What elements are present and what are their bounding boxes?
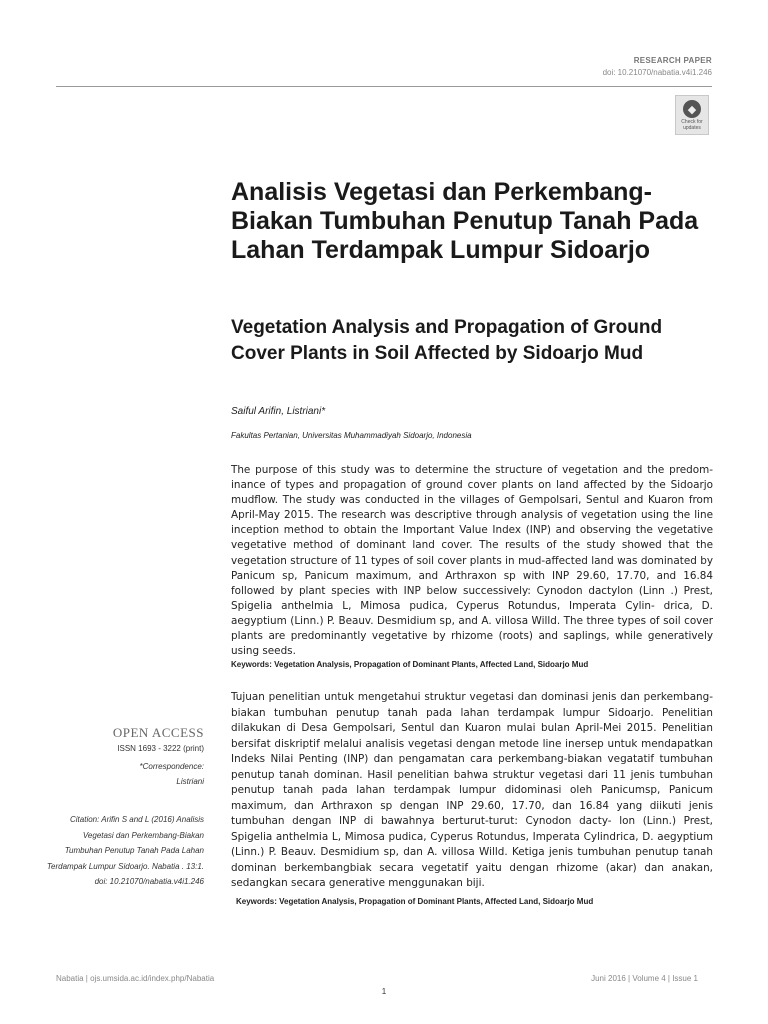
check-for-updates-badge[interactable] — [675, 95, 709, 135]
abstract-indonesian: Tujuan penelitian untuk mengetahui struktur vegetasi dan dominasi jenis dan perkembang-biakan tumbuhan penutup tanah pada lahan terdampak lumpur Sidoarjo. Penelitian dilakukan di Desa Gempolsari, Sentul dan Kuaron mulai bulan April-Mei 2015. Penelitian bersifat diskriptif melalui analisis vegetasi dengan metode line inersep untuk mendapatkan Indeks Nilai Penting (INP) dan pengamatan cara perkembang-biakan vegatatif tumbuhan penutup tanah dominan. Hasil penelitian bahwa struktur vegetasi dari 11 jenis tumbuhan penutup tanah pada lahan terdampak lumpur didominasi oleh Panicumsp, Panicum maximum, dan Arthraxon sp dengan INP 29.60, 17.70, dan 16.84 yang diikuti jenis tumbuhan dengan INP di bawahnya berturut-turut: Cynodon dacty- lon (Linn.) Prest, Spigelia anthelmia L, Mimosa pudica, Cyperus Rotundus, Imperata Cylindrica, D. aegyptium (Linn.) P. Beauv. Desmidium sp, dan A. villosa Willd. Ketiga jenis tumbuhan penutup tanah dominan berkembangbiak secara vegetatif yaitu dengan rhizome (akar) dan anakan, sedangkan secara generative menggunakan biji. — [231, 691, 713, 889]
footer-journal-link[interactable]: Nabatia | ojs.umsida.ac.id/index.php/Nabatia — [56, 974, 215, 983]
bookmark-icon: ◆ — [683, 100, 701, 118]
authors: Saiful Arifin, Listriani* — [231, 406, 326, 417]
issn: ISSN 1693 - 3222 (print) — [117, 744, 204, 753]
citation: Citation: Arifin S and L (2016) Analisis Vegetasi dan Perkembang-Biakan Tumbuhan Penutup Tanah Pada Lahan Terdampak Lumpur Sidoarjo. Nabatia . 13:1. doi: 10.21070/nabatia.v4i1.246 — [46, 815, 204, 886]
correspondence-label: *Correspondence: — [139, 762, 204, 771]
badge-label: Check for updates — [681, 119, 703, 131]
header-divider — [56, 86, 712, 87]
title-english: Vegetation Analysis and Propagation of Ground Cover Plants in Soil Affected by Sidoarjo Mud — [231, 317, 663, 364]
affiliation: Fakultas Pertanian, Universitas Muhammadiyah Sidoarjo, Indonesia — [231, 431, 472, 440]
abstract-english: The purpose of this study was to determine the structure of vegetation and the predom- inance of types and propagation of ground cover plants on land affected by the Sidoarjo mudflow. The study was conducted in the villages of Gempolsari, Sentul and Kuaron from April-May 2015. The research was descriptive through analysis of vegetation using the line inception method to obtain the Important Value Index (INP) and observing the vegetative vegetative method of dominant land cover. The results of the study showed that the vegetation structure of 11 types of soil cover plants in mud-affected land was dominated by Panicum sp, Panicum maximum, and Arthraxon sp with INP 29.60, 17.70, and 16.84 followed by plant species with INP below successively: Cynodon dactylon (Linn .) Prest, Spigelia anthelmia L, Mimosa pudica, Cyperus Rotundus, Imperata Cylin- drica, D. aegyptium (Linn.) P. Beauv. Desmidium sp, and A. villosa Willd. The three types of soil cover plants are predominantly vegetative by rhizome (roots) and saplings, while generatively using seeds. — [231, 464, 713, 658]
page-number: 1 — [381, 987, 387, 996]
article-sidebar — [44, 725, 204, 890]
footer-issue-info: Juni 2016 | Volume 4 | Issue 1 — [591, 974, 698, 983]
title-indonesian: Analisis Vegetasi dan Perkembang-Biakan Tumbuhan Penutup Tanah Pada Lahan Terdampak Lumpur Sidoarjo — [231, 178, 699, 264]
article-type-label: RESEARCH PAPER — [633, 56, 712, 65]
open-access-label: OPEN ACCESS — [112, 725, 204, 740]
keywords-indonesian: Keywords: Vegetation Analysis, Propagation of Dominant Plants, Affected Land, Sidoarjo Mud — [236, 897, 594, 906]
header-doi[interactable]: doi: 10.21070/nabatia.v4i1.246 — [602, 68, 712, 77]
keywords-english: Keywords: Vegetation Analysis, Propagation of Dominant Plants, Affected Land, Sidoarjo Mud — [231, 660, 589, 669]
correspondence-name: Listriani — [176, 777, 204, 786]
